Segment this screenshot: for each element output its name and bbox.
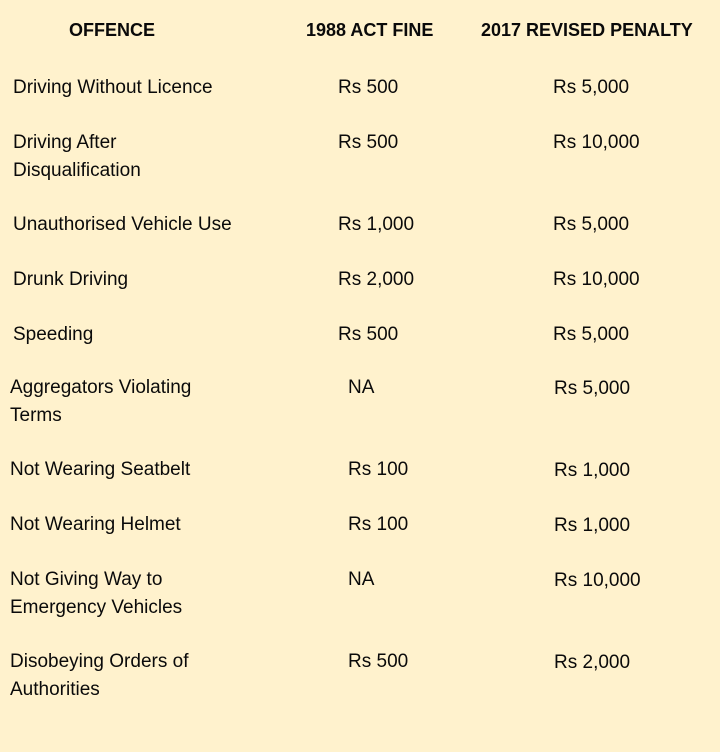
offence-cell: Not Giving Way to bbox=[10, 569, 163, 590]
fine-1988-cell: Rs 500 bbox=[338, 324, 399, 345]
fine-1988-cell: Rs 100 bbox=[348, 459, 409, 480]
penalty-2017-cell: Rs 5,000 bbox=[553, 324, 630, 345]
fine-1988-cell: Rs 500 bbox=[348, 651, 409, 672]
penalty-2017-cell: Rs 1,000 bbox=[554, 460, 631, 481]
header-1988-fine: 1988 ACT FINE bbox=[306, 20, 434, 40]
fine-1988-cell: Rs 500 bbox=[338, 77, 399, 98]
offence-cell: Not Wearing Seatbelt bbox=[10, 459, 191, 480]
fine-1988-cell: Rs 2,000 bbox=[338, 269, 415, 290]
offence-cell: Unauthorised Vehicle Use bbox=[13, 214, 232, 235]
penalty-2017-cell: Rs 10,000 bbox=[553, 269, 640, 290]
fine-1988-cell: NA bbox=[348, 569, 375, 590]
offence-cell-line2: Terms bbox=[10, 405, 62, 426]
header-2017-penalty: 2017 REVISED PENALTY bbox=[481, 20, 693, 40]
offence-cell-line2: Disqualification bbox=[13, 160, 141, 181]
offence-cell: Aggregators Violating bbox=[10, 377, 192, 398]
offence-cell: Drunk Driving bbox=[13, 269, 129, 290]
offence-cell: Disobeying Orders of bbox=[10, 651, 189, 672]
penalty-2017-cell: Rs 10,000 bbox=[554, 570, 641, 591]
fine-1988-cell: Rs 500 bbox=[338, 132, 399, 153]
offence-cell: Speeding bbox=[13, 324, 94, 345]
offence-cell: Driving Without Licence bbox=[13, 77, 213, 98]
penalty-2017-cell: Rs 1,000 bbox=[554, 515, 631, 536]
offence-cell-line2: Authorities bbox=[10, 679, 100, 700]
penalty-2017-cell: Rs 10,000 bbox=[553, 132, 640, 153]
fine-1988-cell: Rs 1,000 bbox=[338, 214, 415, 235]
penalty-2017-cell: Rs 5,000 bbox=[554, 378, 631, 399]
penalty-2017-cell: Rs 2,000 bbox=[554, 652, 631, 673]
offence-cell: Driving After bbox=[13, 132, 117, 153]
fine-1988-cell: Rs 100 bbox=[348, 514, 409, 535]
penalty-2017-cell: Rs 5,000 bbox=[553, 77, 630, 98]
fine-1988-cell: NA bbox=[348, 377, 375, 398]
penalty-2017-cell: Rs 5,000 bbox=[553, 214, 630, 235]
offence-cell: Not Wearing Helmet bbox=[10, 514, 181, 535]
header-offence: OFFENCE bbox=[69, 20, 156, 40]
offence-cell-line2: Emergency Vehicles bbox=[10, 597, 183, 618]
